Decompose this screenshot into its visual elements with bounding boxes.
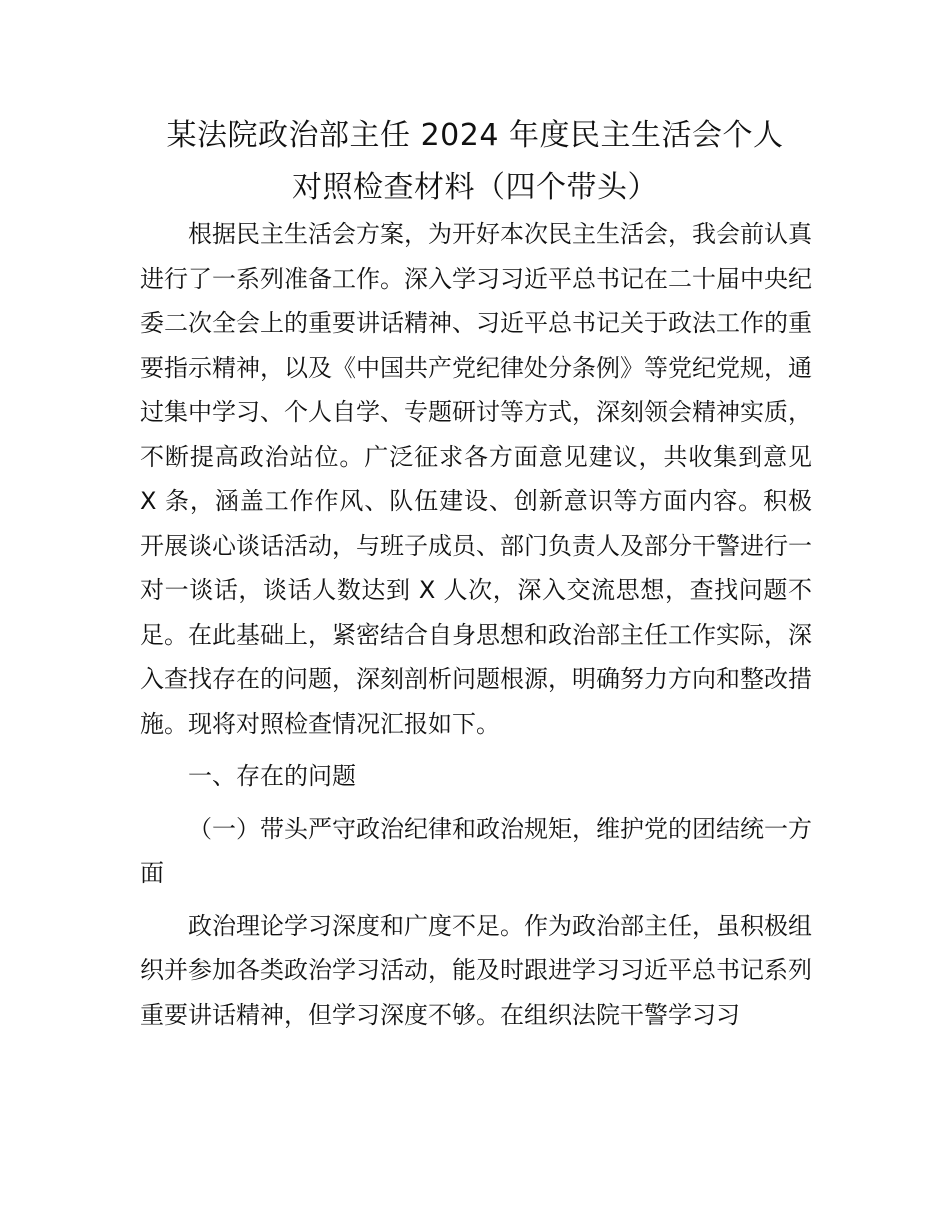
title-line-2: 对照检查材料（四个带头） xyxy=(292,170,658,205)
body-paragraph-theory-study: 政治理论学习深度和广度不足。作为政治部主任，虽积极组织并参加各类政治学习活动，能及时跟进学习习近平总书记系列重要讲话精神，但学习深度不够。在组织法院干警学习习 xyxy=(140,911,812,1029)
subsection-heading-political-discipline: （一）带头严守政治纪律和政治规矩，维护党的团结统一方面 xyxy=(140,814,812,887)
document-body xyxy=(140,212,812,1037)
section-heading-problems: 一、存在的问题 xyxy=(188,762,356,790)
title-line-1: 某法院政治部主任 2024 年度民主生活会个人 xyxy=(166,118,784,153)
document-title xyxy=(120,110,830,214)
intro-paragraph: 根据民主生活会方案，为开好本次民主生活会，我会前认真进行了一系列准备工作。深入学习习近平总书记在二十届中央纪委二次全会上的重要讲话精神、习近平总书记关于政法工作的重要指示精神，以及《中国共产党纪律处分条例》等党纪党规，通过集中学习、个人自学、专题研讨等方式，深刻领会精神实质，不断提高政治站位。广泛征求各方面意见建议，共收集到意见 X 条，涵盖工作作风、队伍建设、创新意识等方面内容。积极开展谈心谈话活动，与班子成员、部门负责人及部分干警进行一对一谈话，谈话人数达到 X 人次，深入交流思想，查找问题不足。在此基础上，紧密结合自身思想和政治部主任工作实际，深入查找存在的问题，深刻剖析问题根源，明确努力方向和整改措施。现将对照检查情况汇报如下。 xyxy=(140,220,812,738)
